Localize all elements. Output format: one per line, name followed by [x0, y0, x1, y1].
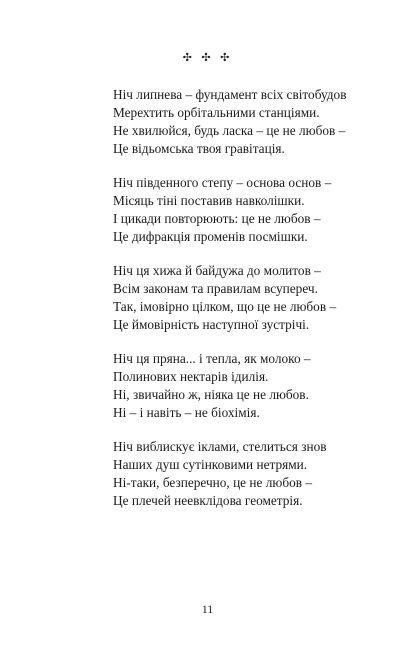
poem-line: Це ймовірність наступної зустрічі. — [113, 317, 310, 332]
stanza-5 — [113, 438, 413, 510]
page-number: 11 — [201, 602, 214, 616]
poem-line: Полинових нектарів ідилія. — [113, 369, 269, 384]
poem-line: Ніч виблискує іклами, стелиться знов — [113, 439, 327, 454]
poem-line: Не хвилюйся, будь ласка – це не любов – — [113, 123, 346, 138]
poem-line: Ніч ця пряна... і тепла, як молоко – — [113, 351, 311, 366]
stanza-2 — [113, 174, 413, 246]
poem-line: Це дифракція променів посмішки. — [113, 229, 308, 244]
stanza-3 — [113, 262, 413, 334]
stanza-1 — [113, 86, 413, 158]
poem-line: Місяць тіні поставив навколішки. — [113, 193, 305, 208]
poem-line: Ні – і навіть – не біохімія. — [113, 405, 260, 420]
poem-line: Ні-таки, безперечно, це не любов – — [113, 475, 312, 490]
poem-line: Це плечей неевклідова геометрія. — [113, 493, 303, 508]
ornament-divider: ✣ ✣ ✣ — [182, 51, 233, 64]
poem-line: Мерехтить орбітальними станціями. — [113, 105, 320, 120]
poem-line: Це відьомська твоя гравітація. — [113, 141, 285, 156]
stanza-4 — [113, 350, 413, 422]
poem-line: Всім законам та правилам всупереч. — [113, 281, 318, 296]
poem-line: Ніч південного степу – основа основ – — [113, 175, 332, 190]
poem-line: Ніч ця хижа й байдужа до молитов – — [113, 263, 321, 278]
poem-line: Ні, звичайно ж, ніяка це не любов. — [113, 387, 309, 402]
poem-line: Так, імовірно цілком, що це не любов – — [113, 299, 337, 314]
poem-line: Ніч липнева – фундамент всіх світобудов — [113, 87, 347, 102]
poem-line: Наших душ сутінковими нетрями. — [113, 457, 308, 472]
poem-line: І цикади повторюють: це не любов – — [113, 211, 321, 226]
poem — [113, 86, 413, 526]
